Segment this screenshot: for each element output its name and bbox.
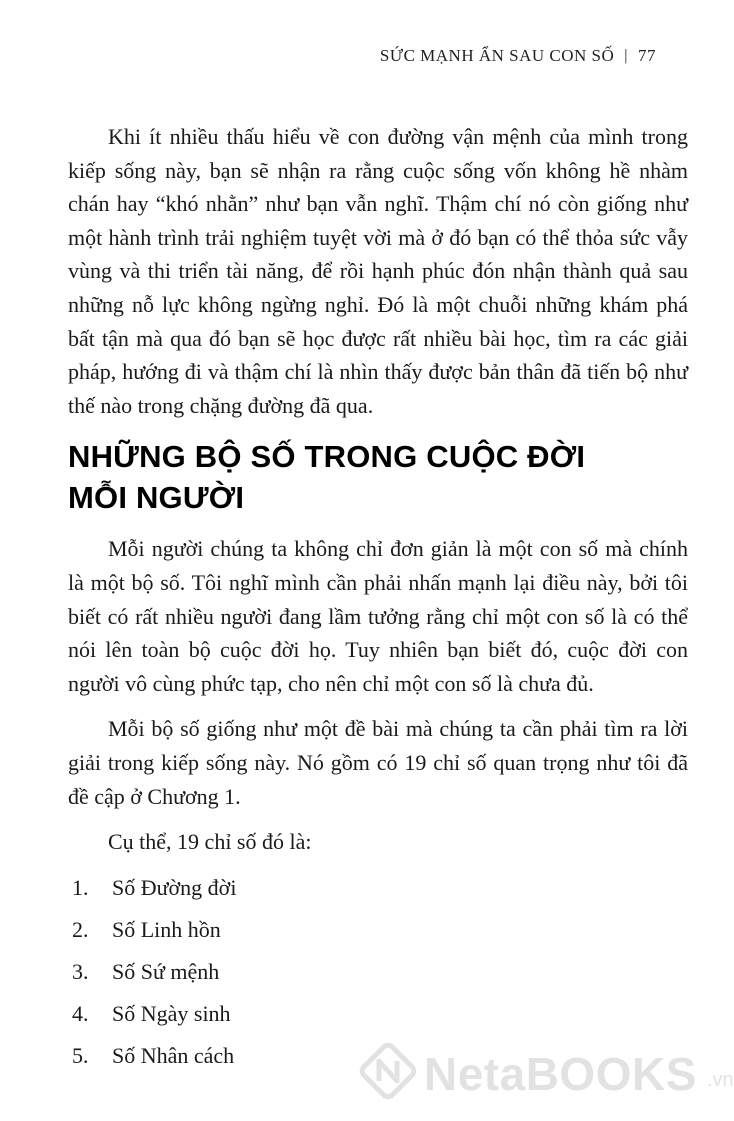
list-item bbox=[68, 913, 688, 946]
watermark bbox=[360, 1043, 734, 1104]
list-item-number: 2. bbox=[72, 916, 89, 942]
list-item-label: Số Sứ mệnh bbox=[112, 958, 220, 984]
header-separator: | bbox=[624, 47, 628, 64]
list-item-label: Số Linh hồn bbox=[112, 916, 221, 942]
section-paragraph-1: Mỗi người chúng ta không chỉ đơn giản là một con số mà chính là một bộ số. Tôi nghĩ mình cần phải nhấn mạnh lại điều này, bởi tôi biết có rất nhiều người đang lầm tưởng rằng chỉ một con số là có thể nói lên toàn bộ cuộc đời họ. Tuy nhiên bạn biết đó, cuộc đời con người vô cùng phức tạp, cho nên chỉ một con số là chưa đủ. bbox=[68, 536, 688, 696]
watermark-tld: .vn bbox=[706, 1069, 734, 1091]
running-header bbox=[380, 46, 656, 66]
index-list bbox=[68, 871, 688, 1072]
running-title: SỨC MẠNH ẨN SAU CON SỐ bbox=[379, 46, 615, 65]
watermark-brand: NetaBOOKS bbox=[424, 1047, 697, 1100]
list-lead: Cụ thể, 19 chỉ số đó là: bbox=[108, 829, 312, 855]
section-heading-line2: MỖI NGƯỜI bbox=[68, 480, 245, 516]
section-heading bbox=[68, 436, 688, 518]
list-item-number: 1. bbox=[72, 874, 89, 900]
list-item-label: Số Nhân cách bbox=[112, 1042, 235, 1068]
netabooks-logo-icon bbox=[360, 1043, 416, 1104]
section-paragraph-2: Mỗi bộ số giống như một đề bài mà chúng ta cần phải tìm ra lời giải trong kiếp sống này. Nó gồm có 19 chỉ số quan trọng như tôi đã đề cập ở Chương 1. bbox=[68, 716, 688, 809]
list-item-number: 3. bbox=[72, 958, 89, 984]
list-item-label: Số Đường đời bbox=[112, 874, 237, 900]
intro-paragraph: Khi ít nhiều thấu hiểu về con đường vận mệnh của mình trong kiếp sống này, bạn sẽ nhận ra rằng cuộc sống vốn không hề nhàm chán hay “khó nhằn” như bạn vẫn nghĩ. Thậm chí nó còn giống như một hành trình trải nghiệm tuyệt vời mà ở đó bạn có thể thỏa sức vẫy vùng và thi triển tài năng, để rồi hạnh phúc đón nhận thành quả sau những nỗ lực không ngừng nghỉ. Đó là một chuỗi những khám phá bất tận mà qua đó bạn sẽ học được rất nhiều bài học, tìm ra các giải pháp, hướng đi và thậm chí là nhìn thấy được bản thân đã tiến bộ như thế nào trong chặng đường đã qua. bbox=[68, 124, 688, 418]
list-item bbox=[68, 997, 688, 1030]
list-item bbox=[68, 955, 688, 988]
page-number: 77 bbox=[638, 46, 656, 65]
list-item bbox=[68, 871, 688, 904]
page-content bbox=[68, 120, 688, 1081]
list-item-number: 5. bbox=[72, 1042, 89, 1068]
section-heading-line1: NHỮNG BỘ SỐ TRONG CUỘC ĐỜI bbox=[68, 439, 586, 475]
list-item-number: 4. bbox=[72, 1000, 89, 1026]
list-item-label: Số Ngày sinh bbox=[112, 1000, 231, 1026]
